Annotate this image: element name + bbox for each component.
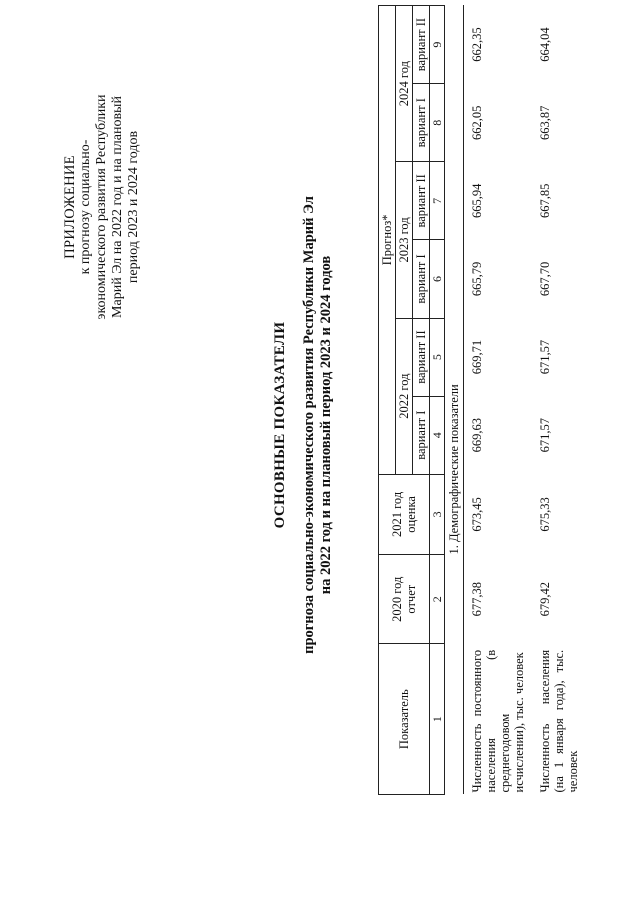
appendix-heading: ПРИЛОЖЕНИЕ: [62, 155, 78, 259]
table-cell: 667,85: [538, 183, 552, 219]
header-2021-year: 2021 год: [390, 491, 404, 538]
header-2022: 2022 год: [396, 318, 413, 474]
column-number: 4: [430, 396, 445, 474]
column-number: 9: [430, 6, 445, 84]
section-title: 1. Демографические показатели: [445, 6, 464, 795]
appendix-line: период 2023 и 2024 годов: [126, 130, 141, 284]
table-cell: 679,42: [538, 582, 552, 617]
header-2021: [379, 474, 430, 554]
table-cell: 662,05: [470, 105, 484, 140]
table-cell: 669,63: [470, 418, 484, 453]
row-label: Численность постоянного населения (в среднегодовом исчислении), тыс. человек: [470, 649, 526, 793]
column-number: 1: [430, 644, 445, 795]
table-cell: 675,33: [538, 497, 552, 532]
row-label: Численность населения (на 1 января года), тыс. человек: [538, 649, 580, 793]
column-number-row: [430, 6, 445, 795]
table-cell: 665,94: [470, 183, 484, 219]
header-variant-2: вариант II: [413, 6, 430, 84]
document-title: [272, 65, 335, 785]
indicators-table: [378, 5, 580, 795]
table-cell: 665,79: [470, 261, 484, 297]
header-2024: 2024 год: [396, 6, 413, 162]
appendix-block: [62, 42, 142, 372]
appendix-line: Марий Эл на 2022 год и на плановый: [110, 96, 125, 318]
header-forecast: Прогноз*: [379, 6, 396, 475]
table-cell: 662,35: [470, 27, 484, 62]
table-cell: 667,70: [538, 261, 552, 297]
table-cell: 671,57: [538, 339, 552, 375]
header-variant-2: вариант II: [413, 318, 430, 396]
column-number: 6: [430, 240, 445, 318]
title-line: на 2022 год и на плановый период 2023 и 2024 годов: [318, 255, 334, 595]
table-cell: 664,04: [538, 27, 552, 62]
header-variant-1: вариант I: [413, 84, 430, 162]
table-row: [526, 6, 580, 795]
header-variant-1: вариант I: [413, 396, 430, 474]
column-number: 3: [430, 474, 445, 554]
appendix-line: экономического развития Республики: [94, 94, 109, 320]
header-2020: [379, 555, 430, 644]
column-number: 8: [430, 84, 445, 162]
header-2020-year: 2020 год: [390, 576, 404, 622]
header-2023: 2023 год: [396, 162, 413, 318]
column-number: 2: [430, 555, 445, 644]
table-cell: 669,71: [470, 339, 484, 375]
header-indicator: Показатель: [379, 644, 430, 795]
header-variant-1: вариант I: [413, 240, 430, 318]
column-number: 5: [430, 318, 445, 396]
title-line: прогноза социально-экономического развития Республики Марий Эл: [301, 196, 317, 654]
appendix-line: к прогнозу социально-: [78, 139, 93, 275]
table-cell: 663,87: [538, 105, 552, 140]
table-cell: 671,57: [538, 418, 552, 453]
header-variant-2: вариант II: [413, 162, 430, 240]
table-row: [464, 6, 527, 795]
section-row: [445, 6, 464, 795]
table-cell: 673,45: [470, 497, 484, 532]
column-number: 7: [430, 162, 445, 240]
header-2020-sub: отчет: [404, 584, 418, 614]
table-cell: 677,38: [470, 582, 484, 617]
title-main: ОСНОВНЫЕ ПОКАЗАТЕЛИ: [272, 321, 288, 529]
header-2021-sub: оценка: [404, 496, 418, 533]
